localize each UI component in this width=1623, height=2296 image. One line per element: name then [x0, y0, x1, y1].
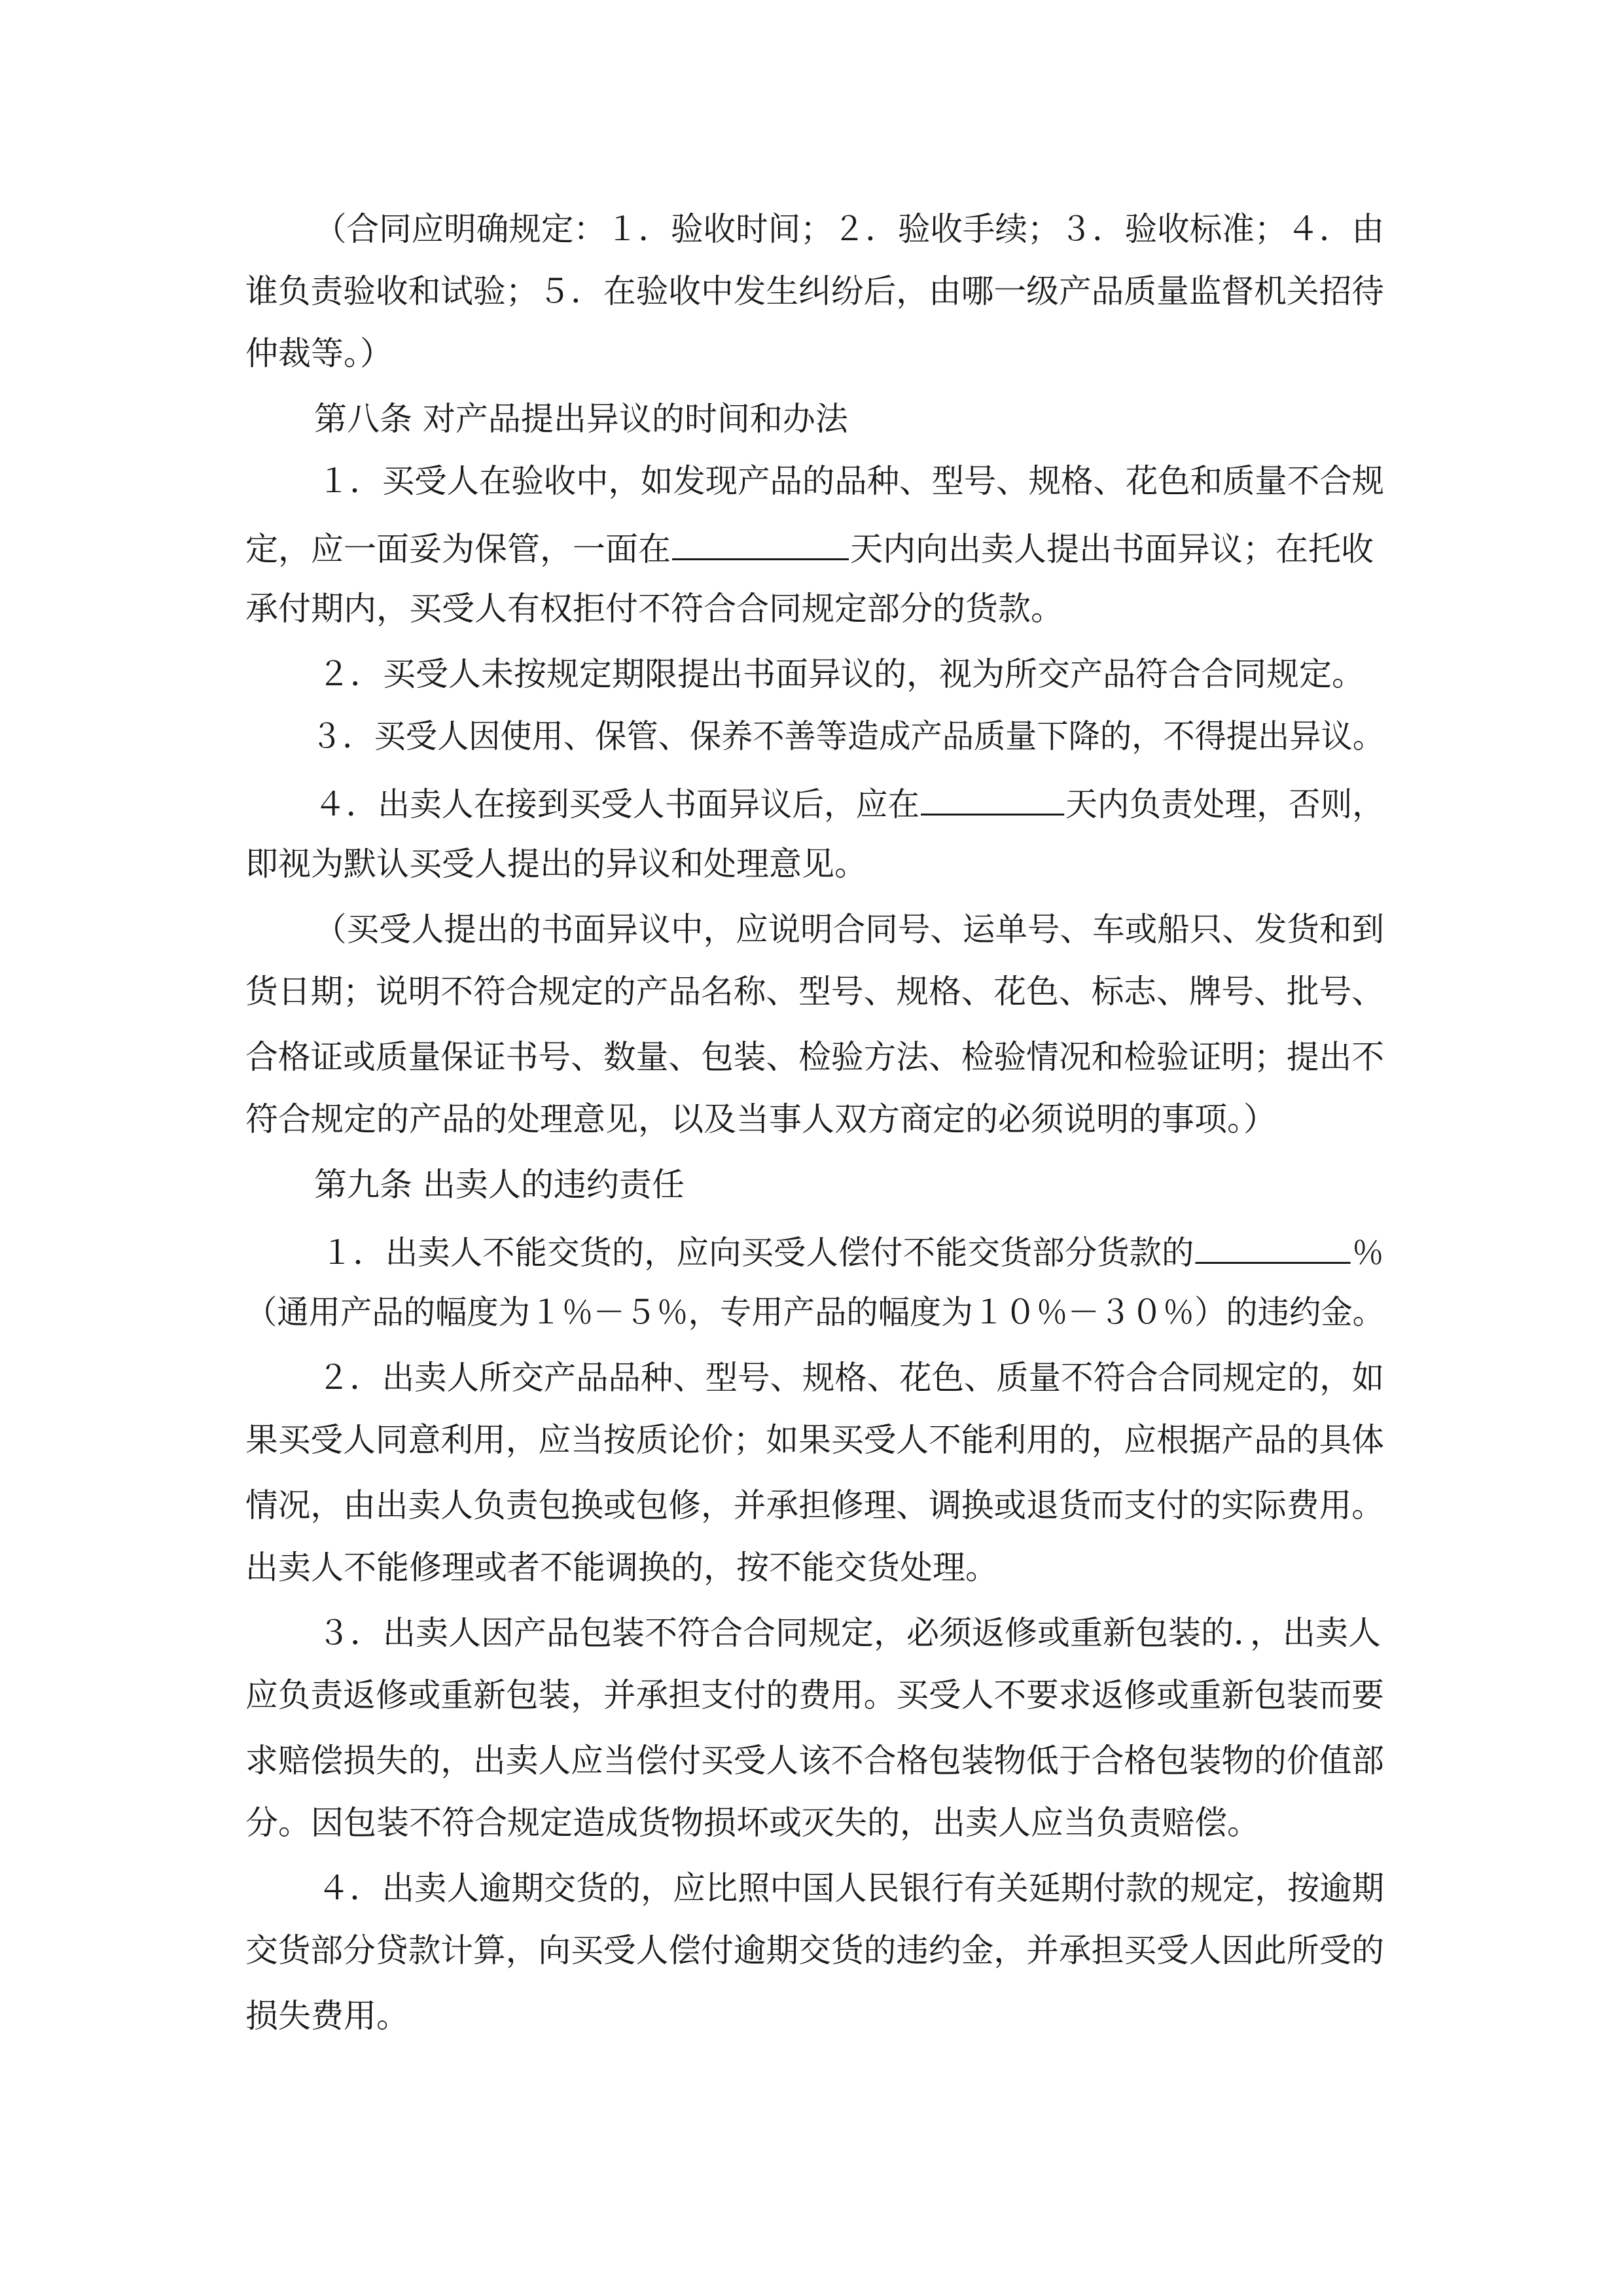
text-line: 情况，由出卖人负责包换或包修，并承担修理、调换或退货而支付的实际费用。 [245, 1486, 1384, 1524]
text-line: ４．出卖人在接到买受人书面异议后，应在 天内负责处理，否则， [314, 782, 1384, 824]
text-line: （合同应明确规定：１．验收时间；２．验收手续；３．验收标准；４．由 [314, 210, 1384, 248]
text-line: 仲裁等。） [245, 334, 393, 372]
text-line: 果买受人同意利用，应当按质论价；如果买受人不能利用的，应根据产品的具体 [245, 1421, 1384, 1459]
text-line: 即视为默认买受人提出的异议和处理意见。 [245, 845, 867, 883]
text-line: ２．买受人未按规定期限提出书面异议的，视为所交产品符合合同规定。 [317, 655, 1364, 693]
text-line: １．出卖人不能交货的，应向买受人偿付不能交货部分货款的 ％ [321, 1230, 1384, 1272]
text-line: 损失费用。 [245, 1997, 409, 2035]
text-line: 谁负责验收和试验；５．在验收中发生纠纷后，由哪一级产品质量监督机关招待 [245, 272, 1384, 310]
text-line: 交货部分贷款计算，向买受人偿付逾期交货的违约金，并承担买受人因此所受的 [245, 1931, 1384, 1969]
text-line: ３．买受人因使用、保管、保养不善等造成产品质量下降的，不得提出异议。 [311, 717, 1384, 755]
text-line: ４．出卖人逾期交货的，应比照中国人民银行有关延期付款的规定，按逾期 [317, 1869, 1384, 1907]
text-line: 应负责返修或重新包装，并承担支付的费用。买受人不要求返修或重新包装而要 [245, 1676, 1384, 1714]
text-line: ２．出卖人所交产品品种、型号、规格、花色、质量不符合合同规定的，如 [317, 1359, 1384, 1397]
text-line: 货日期；说明不符合规定的产品名称、型号、规格、花色、标志、牌号、批号、 [245, 973, 1384, 1011]
fill-in-blank[interactable] [672, 527, 849, 560]
text-line: 符合规定的产品的处理意见，以及当事人双方商定的必须说明的事项。） [245, 1100, 1276, 1138]
text-line: 分。因包装不符合规定造成货物损坏或灭失的，出卖人应当负责赔偿。 [245, 1804, 1260, 1842]
text-line: １．买受人在验收中，如发现产品的品种、型号、规格、花色和质量不合规 [317, 462, 1384, 500]
text-line: 承付期内，买受人有权拒付不符合合同规定部分的货款。 [245, 590, 1063, 628]
text-line: ３．出卖人因产品包装不符合合同规定，必须返修或重新包装的．，出卖人 [317, 1614, 1381, 1652]
text-line: （通用产品的幅度为１％－５％，专用产品的幅度为１０％－３０％）的违约金。 [245, 1293, 1384, 1331]
text-line: （买受人提出的书面异议中，应说明合同号、运单号、车或船只、发货和到 [314, 910, 1384, 948]
text-line: 出卖人不能修理或者不能调换的，按不能交货处理。 [245, 1549, 998, 1587]
text-line: 求赔偿损失的，出卖人应当偿付买受人该不合格包装物低于合格包装物的价值部 [245, 1742, 1384, 1780]
section-heading: 第八条 对产品提出异议的时间和办法 [314, 400, 848, 438]
text-line: 合格证或质量保证书号、数量、包装、检验方法、检验情况和检验证明；提出不 [245, 1038, 1384, 1076]
fill-in-blank[interactable] [1195, 1230, 1350, 1264]
text-line: 定，应一面妥为保管，一面在 天内向出卖人提出书面异议；在托收 [245, 527, 1374, 569]
fill-in-blank[interactable] [921, 782, 1064, 816]
section-heading: 第九条 出卖人的违约责任 [314, 1166, 685, 1204]
